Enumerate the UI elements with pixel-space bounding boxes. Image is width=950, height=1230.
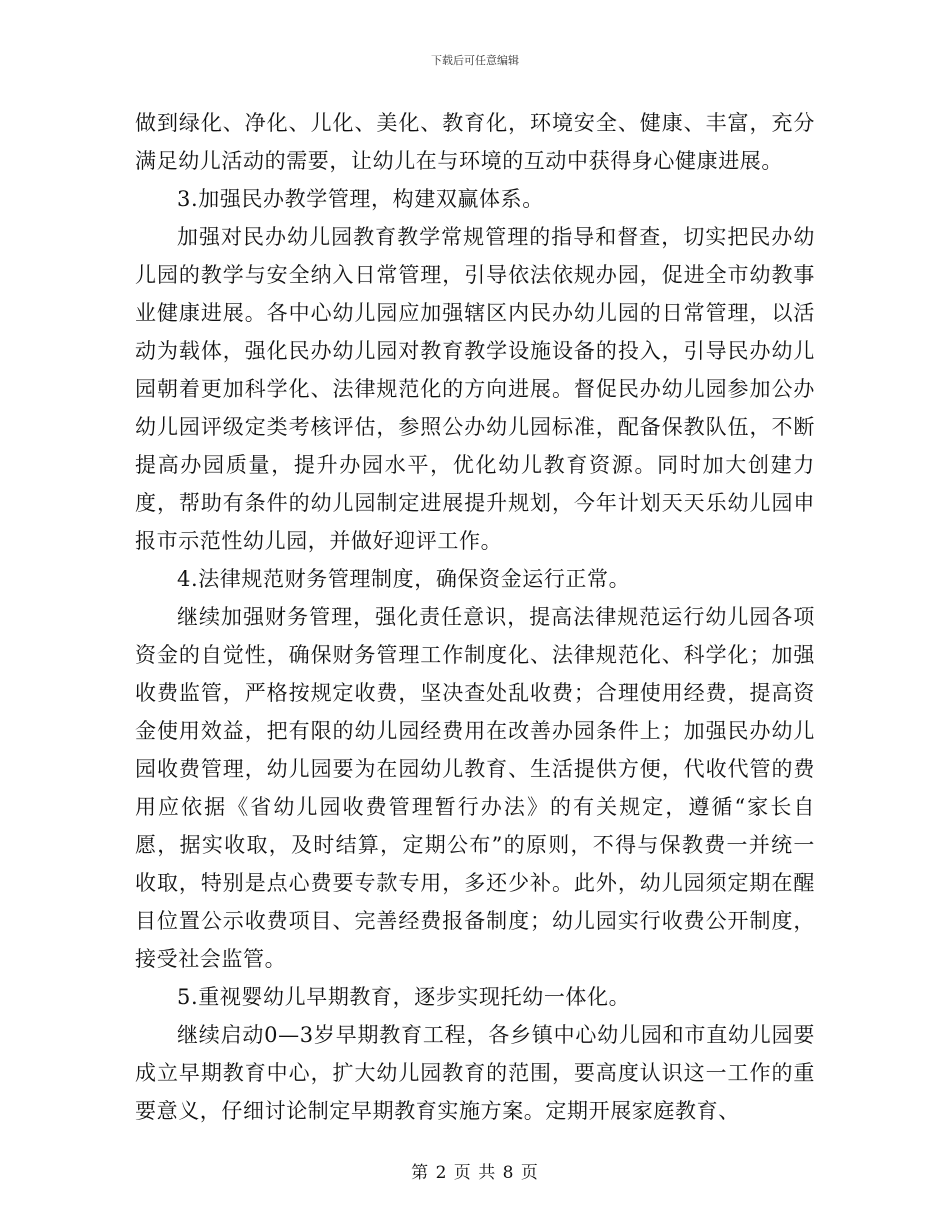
paragraph-3: 加强对民办幼儿园教育教学常规管理的指导和督查，切实把民办幼儿园的教学与安全纳入日常管理，引导依法依规办园，促进全市幼教事业健康进展。各中心幼儿园应加强辖区内民办幼儿园的日常管理，以活动为载体，强化民办幼儿园对教育教学设施设备的投入，引导民办幼儿园朝着更加科学化、法律规范化的方向进展。督促民办幼儿园参加公办幼儿园评级定类考核评估，参照公办幼儿园标准，配备保教队伍，不断提高办园质量，提升办园水平，优化幼儿教育资源。同时加大创建力度，帮助有条件的幼儿园制定进展提升规划，今年计划天天乐幼儿园申报市示范性幼儿园，并做好迎评工作。: [135, 225, 815, 553]
page-number: 第 2 页 共 8 页: [411, 1163, 539, 1183]
paragraph-1: 做到绿化、净化、儿化、美化、教育化，环境安全、健康、丰富，充分满足幼儿活动的需要，让幼儿在与环境的互动中获得身心健康进展。: [135, 111, 815, 173]
section-heading-3: 3.加强民办教学管理，构建双赢体系。: [177, 187, 544, 211]
page-header: 下载后可任意编辑: [431, 54, 519, 67]
paragraph-5: 继续加强财务管理，强化责任意识，提高法律规范运行幼儿园各项资金的自觉性，确保财务管理工作制度化、法律规范化、科学化；加强收费监管，严格按规定收费，坚决查处乱收费；合理使用经费，提高资金使用效益，把有限的幼儿园经费用在改善办园条件上；加强民办幼儿园收费管理，幼儿园要为在园幼儿教育、生活提供方便，代收代管的费用应依据《省幼儿园收费管理暂行办法》的有关规定，遵循“家长自愿，据实收取，及时结算，定期公布”的原则，不得与保教费一并统一收取，特别是点心费要专款专用，多还少补。此外，幼儿园须定期在醒目位置公示收费项目、完善经费报备制度；幼儿园实行收费公开制度，接受社会监管。: [135, 605, 815, 971]
paragraph-7: 继续启动0—3岁早期教育工程，各乡镇中心幼儿园和市直幼儿园要成立早期教育中心，扩大幼儿园教育的范围，要高度认识这一工作的重要意义，仔细讨论制定早期教育实施方案。定期开展家庭教育、: [135, 1023, 815, 1123]
section-heading-4: 4.法律规范财务管理制度，确保资金运行正常。: [177, 567, 631, 591]
document-body: [135, 104, 815, 1130]
section-heading-5: 5.重视婴幼儿早期教育，逐步实现托幼一体化。: [177, 985, 631, 1009]
